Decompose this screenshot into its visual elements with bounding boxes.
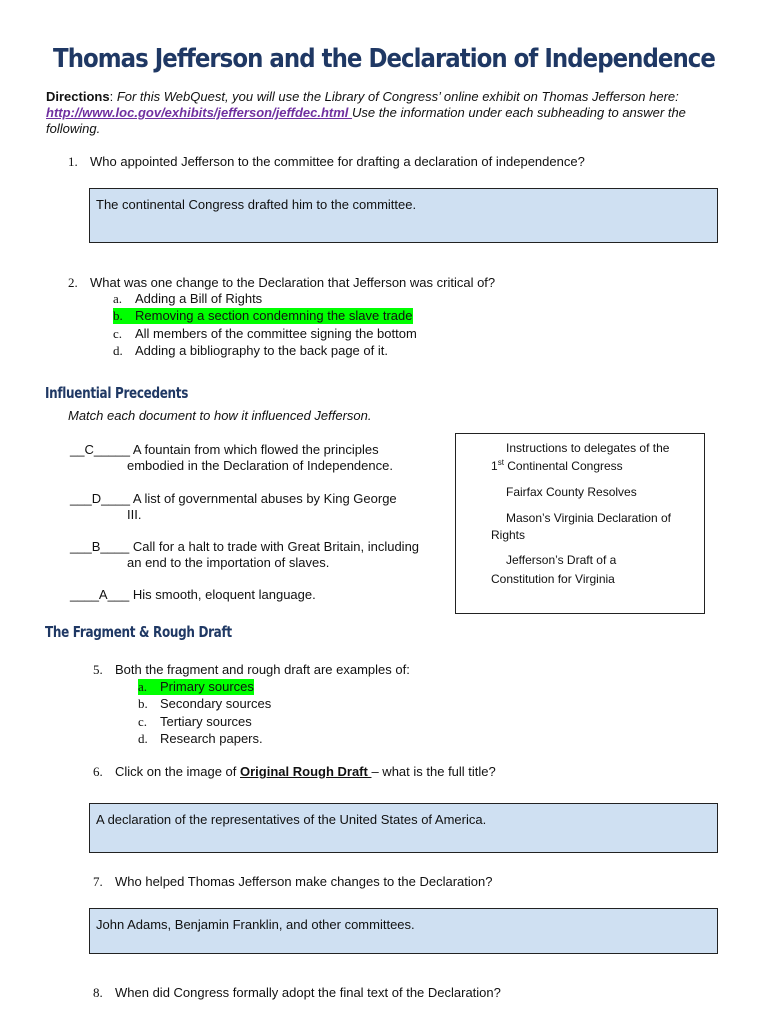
document-3: Mason’s Virginia Declaration of [506, 511, 671, 525]
question-number: 2. [68, 275, 78, 290]
question-text: Click on the image of [115, 764, 241, 779]
answer-box-1[interactable] [89, 188, 718, 243]
directions-text-2: Use the information under each subheading to answer the following. [46, 105, 686, 136]
document-4: Jefferson’s Draft of a [506, 553, 617, 567]
document-3-line-2: Rights [491, 528, 526, 542]
section-heading-fragment-rough-draft: The Fragment & Rough Draft [45, 623, 232, 641]
option-b[interactable]: b. Secondary sources [138, 696, 272, 711]
question-6: 6. Click on the image of Original Rough Draft – what is the full title? [93, 764, 496, 779]
option-c[interactable]: c. All members of the committee signing the bottom [113, 326, 417, 341]
question-1 [68, 154, 585, 170]
question-text: What was one change to the Declaration that Jefferson was critical of? [90, 275, 496, 290]
answer-text: John Adams, Benjamin Franklin, and other committees. [96, 917, 415, 932]
question-text: Who appointed Jefferson to the committee for drafting a declaration of independence? [90, 154, 585, 169]
question-2 [68, 275, 495, 291]
document-1: Instructions to delegates of the [506, 441, 670, 455]
directions: Directions: For this WebQuest, you will use the Library of Congress’ online exhibit on Thomas Jefferson here: http://www.loc.gov/exhibits/jefferson/jeffdec.html Use the information under each subheading to answer the following. [46, 89, 686, 136]
section-heading-influential-precedents: Influential Precedents [45, 384, 189, 402]
question-5 [93, 662, 410, 678]
document-2: Fairfax County Resolves [506, 485, 637, 499]
question-7 [93, 874, 492, 890]
documents-box [455, 433, 705, 614]
question-text: Both the fragment and rough draft are examples of: [115, 662, 410, 677]
question-text: Who helped Thomas Jefferson make changes to the Declaration? [115, 874, 493, 889]
document-4-line-2: Constitution for Virginia [491, 572, 615, 586]
answer-box-7[interactable] [89, 908, 718, 954]
match-instruction: Match each document to how it influenced Jefferson. [68, 408, 372, 423]
answer-text: The continental Congress drafted him to the committee. [96, 197, 417, 212]
page-title: Thomas Jefferson and the Declaration of Independence [53, 44, 715, 74]
option-c[interactable]: c. Tertiary sources [138, 714, 252, 729]
directions-label: Directions [46, 89, 110, 104]
match-item-2[interactable]: ___D____ A list of governmental abuses by King George III. [70, 491, 397, 522]
directions-text: For this WebQuest, you will use the Library of Congress’ online exhibit on Thomas Jefferson here: [113, 89, 679, 104]
rough-draft-link[interactable]: Original Rough Draft [240, 764, 372, 779]
question-number: 6. [93, 764, 103, 779]
exhibit-link[interactable]: http://www.loc.gov/exhibits/jefferson/jeffdec.html [46, 105, 353, 120]
option-d[interactable]: d. Adding a bibliography to the back page of it. [113, 343, 388, 358]
option-a[interactable]: a. Adding a Bill of Rights [113, 291, 263, 306]
answer-box-6[interactable] [89, 803, 718, 853]
question-text: When did Congress formally adopt the final text of the Declaration? [115, 985, 501, 1000]
answer-text: A declaration of the representatives of the United States of America. [96, 812, 487, 827]
match-item-4[interactable]: ____A___ His smooth, eloquent language. [70, 587, 316, 602]
question-number: 8. [93, 985, 103, 1000]
option-d[interactable]: d. Research papers. [138, 731, 263, 746]
option-a-highlighted[interactable]: a. Primary sources [138, 679, 254, 694]
question-number: 5. [93, 662, 103, 677]
match-item-3[interactable]: ___B____ Call for a halt to trade with Great Britain, including an end to the importation of slaves. [70, 539, 420, 570]
document-1-line-2: 1st Continental Congress [491, 458, 623, 473]
question-8 [93, 985, 501, 1001]
option-b-highlighted[interactable]: b. Removing a section condemning the slave trade [113, 308, 413, 323]
question-number: 7. [93, 874, 103, 889]
match-item-1[interactable]: __C_____ A fountain from which flowed the principles embodied in the Declaration of Independence. [70, 442, 393, 473]
question-number: 1. [68, 154, 78, 169]
